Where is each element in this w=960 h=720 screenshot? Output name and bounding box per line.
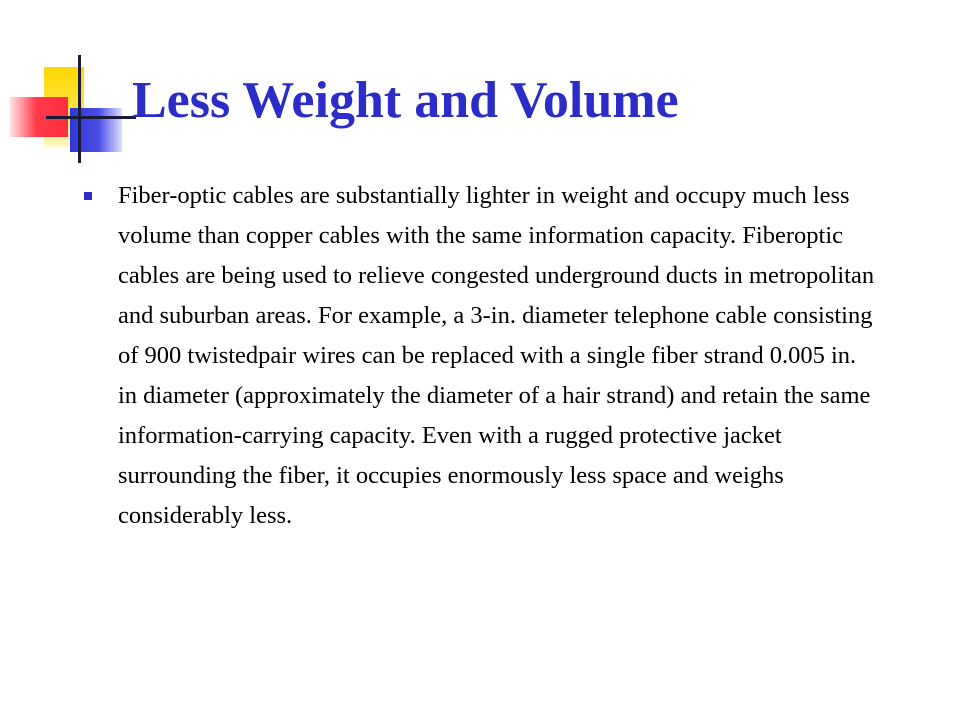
- vertical-line-decoration: [78, 55, 81, 163]
- bullet-text: Fiber-optic cables are substantially lighter in weight and occupy much less volume than copper cables with the same information capacity. Fiberoptic cables are being used to relieve congested underground ducts in metropolitan and suburban areas. For example, a 3-in. diameter telephone cable consisting of 900 twistedpair wires can be replaced with a single fiber strand 0.005 in. in diameter (approximately the diameter of a hair strand) and retain the same information-carrying capacity. Even with a rugged protective jacket surrounding the fiber, it occupies enormously less space and weighs considerably less.: [118, 182, 875, 529]
- slide-body: [78, 176, 878, 536]
- decorative-logo: [0, 0, 140, 170]
- bullet-item: [78, 176, 878, 536]
- horizontal-line-decoration: [46, 116, 136, 119]
- bullet-marker-icon: [84, 192, 92, 200]
- slide-title: Less Weight and Volume: [132, 72, 679, 129]
